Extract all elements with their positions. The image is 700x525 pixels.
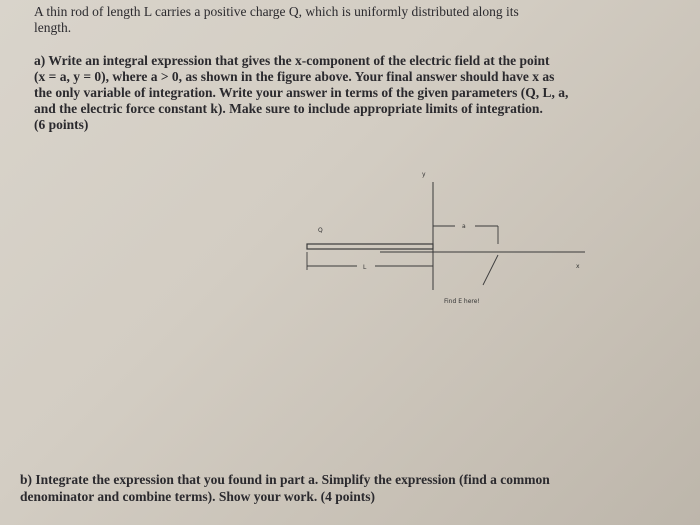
- problem-intro-line-2: length.: [34, 20, 72, 35]
- problem-intro-line-1: A thin rod of length L carries a positive charge Q, which is uniformly distributed along its: [34, 4, 519, 19]
- rod-figure: [290, 160, 600, 310]
- part-b-line-2: denominator and combine terms). Show your work. (4 points): [20, 489, 376, 504]
- x-axis-label: x: [576, 263, 580, 270]
- charged-rod: [307, 244, 433, 249]
- rod-length-label: L: [363, 264, 367, 271]
- part-a-line-4: and the electric force constant k). Make sure to include appropriate limits of integration.: [34, 101, 543, 116]
- part-a-points: (6 points): [34, 117, 89, 132]
- distance-label: a: [462, 223, 466, 230]
- rod-diagram: [290, 160, 600, 310]
- part-a-line-1: a) Write an integral expression that gives the x-component of the electric field at the point: [34, 53, 550, 68]
- part-b-line-1: b) Integrate the expression that you found in part a. Simplify the expression (find a common: [20, 472, 550, 487]
- y-axis-label: y: [422, 171, 426, 178]
- part-a-line-2: (x = a, y = 0), where a > 0, as shown in the figure above. Your final answer should have x as: [34, 69, 555, 84]
- find-e-note: Find E here!: [444, 298, 480, 305]
- part-a-line-3: the only variable of integration. Write your answer in terms of the given parameters (Q, L, a,: [34, 85, 569, 100]
- charge-label: Q: [318, 227, 323, 234]
- point-pointer-line: [483, 255, 498, 285]
